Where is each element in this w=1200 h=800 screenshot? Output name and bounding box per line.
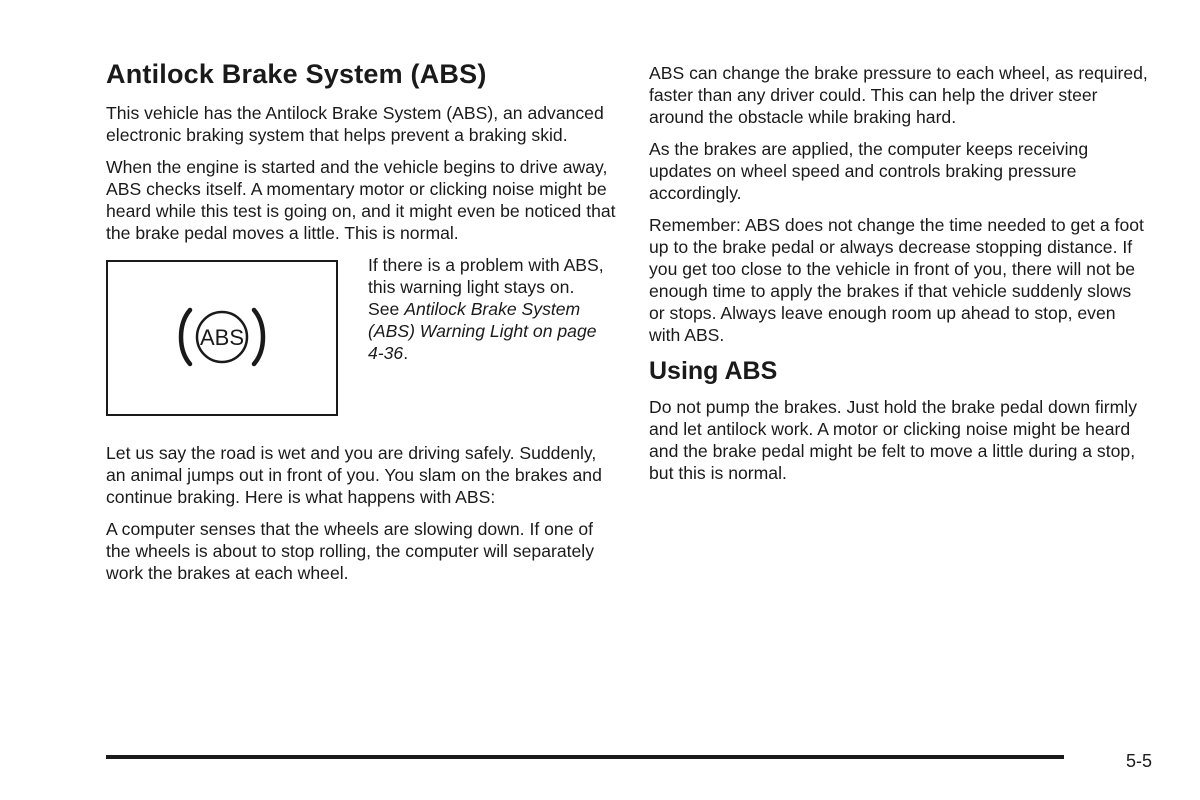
left-column — [106, 58, 616, 594]
intro-paragraph: This vehicle has the Antilock Brake System (ABS), an advanced electronic braking system that helps prevent a braking skid. — [106, 103, 604, 145]
warning-light-illustration — [106, 260, 338, 416]
abs-icon-label: ABS — [199, 325, 245, 350]
computer-senses-paragraph: A computer senses that the wheels are slowing down. If one of the wheels is about to stop rolling, the computer will separately work the brakes at each wheel. — [106, 519, 594, 583]
warning-light-block — [106, 254, 616, 432]
warning-text-lead: If there is a problem with ABS, this warning light stays on. See — [368, 255, 604, 319]
using-abs-paragraph: Do not pump the brakes. Just hold the brake pedal down firmly and let antilock work. A motor or clicking noise might be heard and the brake pedal might be felt to move a little during a stop, but this is normal. — [649, 397, 1138, 483]
subsection-title: Using ABS — [649, 357, 778, 385]
page-number: 5-5 — [1126, 751, 1153, 771]
footer-rule — [106, 755, 1064, 759]
remember-paragraph: Remember: ABS does not change the time needed to get a foot up to the brake pedal or always decrease stopping distance. If you get too close to the vehicle in front of you, there will not be enough time to apply the brakes if that vehicle suddenly slows or stops. Always leave enough room up ahead to stop, even with ABS. — [649, 215, 1144, 345]
abs-warning-light-icon — [176, 302, 268, 372]
warning-text-end: . — [403, 343, 409, 363]
right-column — [649, 62, 1149, 494]
scenario-paragraph: Let us say the road is wet and you are driving safely. Suddenly, an animal jumps out in front of you. You slam on the brakes and continue braking. Here is what happens with ABS: — [106, 443, 602, 507]
wheel-speed-paragraph: As the brakes are applied, the computer keeps receiving updates on wheel speed and controls braking pressure accordingly. — [649, 139, 1089, 203]
brake-pressure-paragraph: ABS can change the brake pressure to each wheel, as required, faster than any driver could. This can help the driver steer around the obstacle while braking hard. — [649, 63, 1148, 127]
warning-light-description — [368, 254, 608, 364]
section-title: Antilock Brake System (ABS) — [106, 59, 487, 89]
cross-reference-link[interactable]: Antilock Brake System (ABS) Warning Light on page 4-36 — [368, 299, 597, 363]
self-check-paragraph: When the engine is started and the vehicle begins to drive away, ABS checks itself. A momentary motor or clicking noise might be heard while this test is going on, and it might even be noticed that the brake pedal moves a little. This is normal. — [106, 157, 616, 243]
